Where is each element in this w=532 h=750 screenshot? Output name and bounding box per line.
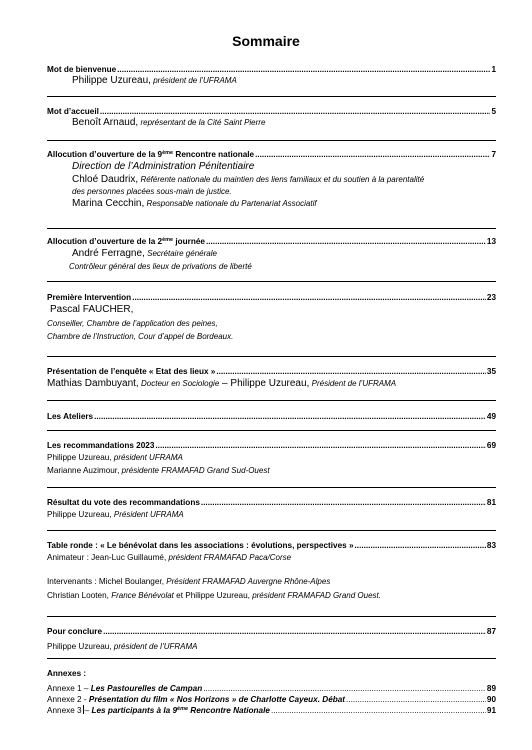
entry-title: Allocution d’ouverture de la 9ème Rencontre nationale	[47, 150, 255, 159]
speaker-name: Chloé Daudrix,	[72, 174, 139, 185]
speaker-name: Mathias Dambuyant,	[47, 378, 139, 389]
speaker-name: André Ferragne,	[72, 248, 145, 259]
entry-title: Les recommandations 2023	[47, 441, 155, 450]
toc-entry-allocution-2eme[interactable]	[47, 236, 496, 273]
entry-title: Résultat du vote des recommandations	[47, 498, 200, 507]
annex-prefix: Annexe 2 -	[47, 695, 87, 704]
entry-title: Mot de bienvenue	[47, 65, 117, 74]
speaker-name: Philippe Uzureau,	[47, 510, 112, 519]
speaker-role-continued: Chambre de l’Instruction, Cour d’appel de Bordeaux.	[47, 332, 234, 341]
text-cursor	[83, 705, 84, 714]
toc-entry-pour-conclure[interactable]	[47, 626, 496, 653]
toc-entry-ateliers[interactable]	[47, 411, 496, 422]
toc-entry-resultat-vote[interactable]	[47, 497, 496, 522]
speaker-name: – Philippe Uzureau,	[219, 378, 310, 389]
entry-page: 49	[486, 412, 496, 421]
speaker-role: présidente FRAMAFAD Grand Sud-Ouest	[121, 466, 270, 475]
annex-prefix-dash: –	[84, 706, 92, 715]
toc-entry-mot-daccueil[interactable]	[47, 106, 496, 129]
speaker-organisation: Direction de l’Administration Pénitentiaire	[72, 161, 255, 172]
speaker-role-continued: Contrôleur général des lieux de privations de liberté	[69, 262, 252, 271]
entry-title: Première Intervention	[47, 293, 132, 302]
speaker-name: Pascal FAUCHER,	[50, 304, 134, 315]
toc-entry-enquete[interactable]	[47, 366, 496, 391]
speaker-role-continued: des personnes placées sous-main de justice.	[72, 187, 232, 196]
speaker-role: Responsable nationale du Partenariat Associatif	[146, 199, 317, 208]
speaker-name: Benoît Arnaud,	[72, 117, 139, 128]
speaker-role: président de l’UFRAMA	[113, 642, 198, 651]
entry-page: 35	[486, 367, 496, 376]
page-title: Sommaire	[232, 33, 300, 49]
entry-page: 91	[486, 706, 496, 715]
speaker-name: Intervenants : Michel Boulanger,	[47, 577, 164, 586]
divider	[47, 430, 496, 431]
speaker-role: France Bénévolat	[111, 591, 174, 600]
speaker-name: Animateur : Jean-Luc Guillaumé,	[47, 553, 167, 562]
divider	[47, 356, 496, 357]
entry-page: 7	[491, 150, 496, 159]
entry-page: 1	[491, 65, 496, 74]
speaker-role: président UFRAMA	[113, 453, 183, 462]
divider	[47, 140, 496, 141]
speaker-name: Marina Cecchin,	[72, 198, 145, 209]
speaker-name: Christian Looten,	[47, 591, 109, 600]
annex-title: Présentation du film « Nos Horizons » de Charlotte Cayeux. Débat	[88, 695, 346, 704]
toc-entry-table-ronde[interactable]	[47, 540, 496, 603]
divider	[47, 616, 496, 617]
entry-title: Allocution d’ouverture de la 2ème journée	[47, 237, 205, 246]
entry-title: Table ronde : « Le bénévolat dans les associations : évolutions, perspectives »	[47, 541, 354, 550]
divider	[47, 658, 496, 659]
entry-page: 69	[486, 441, 496, 450]
toc-entry-premiere-intervention[interactable]	[47, 292, 496, 343]
divider	[47, 400, 496, 401]
annex-prefix: Annexe 1 –	[47, 684, 89, 693]
divider	[47, 96, 496, 97]
entry-page: 89	[486, 684, 496, 693]
speaker-role: Président de l’UFRAMA	[311, 379, 397, 388]
annexes-heading: Annexes :	[47, 669, 87, 678]
divider	[47, 487, 496, 488]
entry-page: 13	[486, 237, 496, 246]
entry-page: 5	[491, 107, 496, 116]
toc-entry-allocution-9eme[interactable]	[47, 149, 496, 210]
annex-prefix: Annexe 3	[47, 706, 82, 715]
speaker-role: Référente nationale du maintien des liens familiaux et du soutien à la parentalité	[140, 175, 425, 184]
speaker-role: Docteur en Sociologie	[141, 379, 220, 388]
speaker-role: président FRAMAFAD Paca/Corse	[168, 553, 292, 562]
speaker-name: Philippe Uzureau,	[47, 642, 112, 651]
speaker-name: et Philippe Uzureau,	[173, 591, 250, 600]
speaker-name: Marianne Auzimour,	[47, 466, 120, 475]
annex-title: Les participants à la 9ème Rencontre Nationale	[91, 706, 270, 715]
speaker-role: Conseiller, Chambre de l’application des peines,	[47, 319, 218, 328]
toc-entry-recommandations[interactable]	[47, 440, 496, 477]
speaker-role: représentant de la Cité Saint Pierre	[140, 118, 266, 127]
toc-entry-mot-de-bienvenue[interactable]	[47, 64, 496, 87]
entry-page: 81	[486, 498, 496, 507]
entry-page: 83	[486, 541, 496, 550]
entry-page: 87	[486, 627, 496, 636]
divider	[47, 281, 496, 282]
entry-page: 90	[486, 695, 496, 704]
divider	[47, 530, 496, 531]
entry-title: Les Ateliers	[47, 412, 94, 421]
speaker-role: Président FRAMAFAD Auvergne Rhône-Alpes	[166, 577, 331, 586]
speaker-name: Philippe Uzureau,	[47, 453, 112, 462]
speaker-role: Président UFRAMA	[113, 510, 184, 519]
speaker-name: Philippe Uzureau,	[72, 75, 151, 86]
divider	[47, 228, 496, 229]
toc-annexes	[47, 668, 496, 716]
annex-title: Les Pastourelles de Campan	[90, 684, 203, 693]
entry-title: Présentation de l’enquête « Etat des lieux »	[47, 367, 216, 376]
speaker-role: président de l’UFRAMA	[153, 76, 237, 85]
toc-annex-2[interactable]	[47, 694, 496, 705]
toc-annex-3[interactable]	[47, 705, 496, 716]
entry-title: Mot d’accueil	[47, 107, 99, 116]
toc-annex-1[interactable]	[47, 683, 496, 694]
speaker-role: président FRAMAFAD Grand Ouest.	[252, 591, 381, 600]
entry-page: 23	[486, 293, 496, 302]
entry-title: Pour conclure	[47, 627, 103, 636]
speaker-role: Secrétaire générale	[147, 249, 217, 258]
